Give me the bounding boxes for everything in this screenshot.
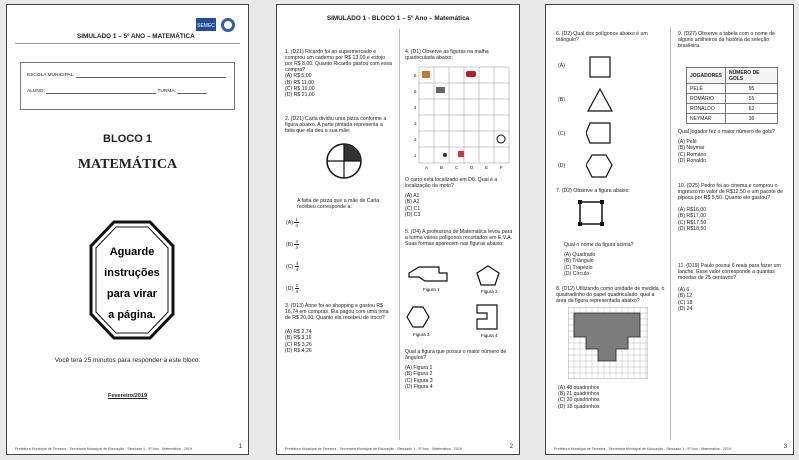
grid-figure [405, 63, 513, 171]
toy-icon [458, 151, 464, 157]
grid-row-label: 5 [414, 89, 417, 94]
option[interactable]: (D) R$ 21,00 [285, 91, 315, 98]
grid-col-label: E [485, 165, 489, 170]
grid-col-label: F [500, 165, 503, 170]
question-3-options [285, 329, 393, 354]
question-11-options [678, 287, 788, 312]
polygons-figure [405, 263, 517, 347]
option[interactable]: (A) 6 [678, 287, 690, 294]
question-2-text: 2. (D21) Carla dividiu uma pizza conforme a figura abaixo. A parte pintada representa a fatia que ela deu a sua mãe: [285, 116, 387, 135]
grid-row-label: 4 [414, 105, 417, 110]
option[interactable]: (D) Ronaldo [678, 157, 706, 164]
page-1-cover [6, 4, 249, 455]
goals-table [686, 67, 778, 124]
cover-header [15, 14, 240, 44]
question-3-text: 3. (D13) Anne foi ao shopping e gastou R$ 16,74 em compras. Ela pagou com uma nota de R$ 20,00. Quanto ela recebeu de troco? [285, 303, 389, 322]
option[interactable]: (B) 21 quadrinhos [558, 391, 600, 398]
question-5-prompt: Qual a figura que possui o maior número de ângulos? [405, 349, 507, 362]
student-info-box [20, 62, 235, 110]
question-7-text: 7. (D2) Observe a figura abaixo: [556, 188, 630, 194]
question-1-text: 1. (D21) Ricardo foi ao supermercado e comprou um caderno por R$ 13,00 e estojo por R$ 8,00. Quanto Ricardo gastou com essa compra? [285, 49, 392, 74]
area-grid-figure [568, 307, 648, 379]
semec-logo [196, 16, 236, 40]
option[interactable]: (A) [558, 63, 565, 69]
column-divider [670, 27, 671, 440]
sign-line-4: a página. [108, 309, 156, 321]
goals-table-wrapper [686, 67, 778, 124]
table-cell: ROMÁRIO [687, 94, 726, 104]
question-9-prompt: Qual jogador fez o maior número de gols? [678, 129, 775, 135]
figure-3-shape [407, 307, 429, 327]
grid-col-label: C [455, 165, 459, 170]
question-9-text: 9. (D27) Observe a tabela com o nome de alguns artilheiros da história da seleção brasileira. [678, 31, 775, 50]
triangle-shape [588, 89, 612, 111]
school-field[interactable] [27, 73, 226, 78]
page-3 [545, 4, 794, 455]
table-row [687, 84, 778, 94]
question-9-bottom [678, 129, 788, 164]
option[interactable]: (B) [558, 97, 565, 103]
option[interactable]: (C) [558, 131, 566, 137]
question-4-bottom [405, 177, 513, 218]
page-2 [276, 4, 520, 455]
question-8-text: 8. (D12) Utilizando como unidade de medida, o quadradinho do papel quadriculado, qual a área da figura representada abaixo? [556, 286, 665, 305]
question-10-options [678, 207, 788, 232]
option[interactable]: (B) A2 [405, 199, 420, 206]
table-cell: 62 [725, 104, 777, 114]
page-footer: Prefeitura Municipal de Teresina - Secretaria Municipal de Educação - Simulado 1 - 5º Ano - Matemática - 2019 [15, 447, 192, 451]
grid-row-label: 1 [414, 153, 417, 158]
figure-1-label: Figura 1 [423, 287, 440, 292]
option[interactable]: (C) R$ 19,00 [285, 85, 315, 92]
question-5-options [405, 365, 513, 390]
question-6 [556, 31, 664, 43]
truck-icon [436, 87, 445, 93]
page-number: 1 [238, 444, 242, 450]
option[interactable]: (C) 20 quadrinhos [558, 397, 600, 404]
question-5-bottom [405, 349, 513, 390]
option[interactable]: (D) C3 [405, 211, 421, 218]
option[interactable]: (A) R$16,00 [678, 207, 706, 214]
option[interactable]: (C) Figura 3 [405, 377, 433, 384]
question-8-options [558, 385, 658, 410]
table-cell: RONALDO [687, 104, 726, 114]
table-cell: 36 [725, 114, 777, 124]
option[interactable]: (D) Círculo [564, 270, 590, 277]
pentagon-shape [586, 123, 610, 143]
logo-text: SEMEC [197, 23, 215, 29]
option[interactable]: (A) R$ 2,74 [285, 329, 312, 336]
option[interactable]: (C) Trapézio [564, 264, 593, 271]
question-3 [285, 303, 393, 354]
question-10 [678, 183, 788, 232]
option[interactable]: (C) R$17,50 [678, 219, 707, 226]
question-4-text: 4. (D1) Observe as figuras na malha quadriculada abaixo: [405, 49, 489, 62]
option[interactable]: (A) A1 [405, 193, 420, 200]
option[interactable]: (B) Neymar [678, 145, 705, 152]
ball-icon [497, 135, 505, 143]
option[interactable]: (B) R$ 11,00 [285, 79, 315, 86]
option[interactable]: (D) [558, 163, 566, 169]
table-header: JOGADORES [687, 68, 726, 84]
option[interactable]: $(A) \frac{1}{4}$ [286, 217, 298, 228]
question-7 [556, 188, 664, 194]
wait-sign [89, 220, 175, 340]
figure-4-label: Figura 4 [481, 333, 498, 338]
moto-icon [443, 153, 447, 157]
table-cell: 55 [725, 94, 777, 104]
figure-2-label: Figura 2 [481, 289, 498, 294]
question-8 [556, 286, 666, 304]
question-6-text: 6. (D2) Qual dos polígonos abaixo é um triângulo? [556, 31, 648, 44]
grid-row-label: 2 [414, 137, 417, 142]
option[interactable]: (C) Romário [678, 151, 707, 158]
question-7-bottom [564, 242, 664, 277]
table-row [687, 94, 778, 104]
question-11-text: 11. (D19) Paulo possui 6 reais para fazer um lanche. Esse valor corresponde a quantas moedas de 25 centavos? [678, 263, 781, 282]
option[interactable]: (D) Figura 4 [405, 383, 433, 390]
option[interactable]: $(D) \frac{2}{4}$ [286, 283, 299, 294]
option[interactable]: (B) Figura 2 [405, 371, 433, 378]
option[interactable]: (C) 18 [678, 299, 693, 306]
sign-line-2: instruções [104, 267, 160, 279]
question-2 [285, 116, 393, 134]
question-9 [678, 31, 788, 49]
sign-line-3: para virar [106, 288, 158, 300]
page-number: 3 [783, 444, 787, 450]
option[interactable]: (A) R$ 5,00 [285, 73, 312, 80]
option[interactable]: (A) Pelé [678, 139, 697, 146]
exam-date: Fevereiro/2019 [107, 393, 148, 399]
square-figure [576, 198, 606, 228]
grid-col-label: A [425, 165, 429, 170]
question-5-text: 5. (D4) A professora de Matemática levou para a turma vários polígonos recortados em E.V.A. Suas formas aparecem nas figuras abaixo: [405, 229, 513, 248]
figure-4-shape [477, 305, 497, 329]
sign-line-1: Aguarde [109, 246, 155, 258]
option[interactable]: (B) Triângulo [564, 258, 594, 265]
option[interactable]: (A) Figura 1 [405, 365, 433, 372]
table-header-row [687, 68, 778, 84]
grid-col-label: D [470, 165, 474, 170]
question-7-options [564, 252, 664, 277]
page-footer: Prefeitura Municipal de Teresina - Secretaria Municipal de Educação - Simulado 1 - 5º Ano - Matemática - 2019 [554, 447, 731, 451]
table-cell: PELÉ [687, 84, 726, 94]
student-label: ALUNO: [27, 89, 45, 94]
car-icon [466, 71, 476, 77]
hexagon-shape [586, 155, 612, 177]
option[interactable]: $(C) \frac{4}{4}$ [286, 261, 299, 272]
table-header: NÚMERO DE GOLS [725, 68, 777, 84]
option[interactable]: (A) Quadrado [564, 252, 596, 259]
table-row [687, 104, 778, 114]
house-icon [422, 71, 430, 78]
option[interactable]: (D) 18 quadrinhos [558, 403, 600, 410]
question-4 [405, 49, 513, 61]
page-2-header: SIMULADO 1 - BLOCO 1 – 5º Ano – Matemática [326, 15, 470, 22]
figure-1-shape [409, 267, 447, 281]
page-number: 2 [509, 444, 513, 450]
grid-row-label: 3 [414, 121, 417, 126]
option[interactable]: $(B) \frac{3}{4}$ [286, 239, 298, 250]
subject-title: MATEMÁTICA [77, 157, 178, 172]
column-divider [399, 29, 400, 440]
question-11 [678, 263, 788, 312]
square-shape [590, 57, 610, 77]
figure-2-shape [477, 266, 499, 285]
question-2-prompt: A fatia de pizza que a mãe de Carla recebeu corresponde a: [297, 198, 380, 211]
pizza-figure [325, 142, 363, 180]
question-4-options [405, 193, 513, 218]
question-9-options [678, 139, 788, 164]
question-4-prompt: O carro está localizado em D6. Qual é a localização da moto? [405, 177, 498, 190]
option[interactable]: (D) 24 [678, 305, 693, 312]
school-label: ESCOLA MUNICIPAL: [27, 73, 75, 78]
cover-header-title: SIMULADO 1 – 5º ANO – MATEMÁTICA [77, 33, 195, 40]
question-1-options [285, 73, 393, 98]
grid-row-label: 6 [414, 73, 417, 78]
option[interactable]: (B) R$ 3,16 [285, 335, 312, 342]
option[interactable]: (A) 48 quadrinhos [558, 385, 600, 391]
student-field[interactable] [27, 89, 207, 94]
table-cell: NEYMAR [687, 114, 726, 124]
option[interactable]: (D) R$ 4,26 [285, 347, 312, 354]
option[interactable]: (C) C1 [405, 205, 421, 212]
figure-3-label: Figura 3 [413, 332, 430, 337]
question-1 [285, 49, 393, 98]
question-5 [405, 229, 513, 247]
question-7-prompt: Qual o nome da figura acima? [564, 242, 634, 248]
class-label: TURMA: [157, 89, 176, 94]
option[interactable]: (D) R$18,50 [678, 225, 707, 232]
option[interactable]: (B) R$17,00 [678, 213, 706, 220]
question-10-text: 10. (D25) Pedro foi ao cinema e comprou o ingresso no valor de R$12,50 e um pacote de pipoca por R$ 5,50. Quanto ele gastou? [678, 183, 783, 202]
time-notice: Você terá 25 minutos para responder a este bloco. [54, 357, 201, 364]
table-row [687, 114, 778, 124]
grid-col-label: B [440, 165, 444, 170]
polygon-options-figure [586, 55, 616, 183]
option[interactable]: (C) R$ 3,26 [285, 341, 312, 348]
block-title: BLOCO 1 [103, 133, 152, 145]
table-cell: 95 [725, 84, 777, 94]
question-2-options [286, 217, 326, 305]
page-footer: Prefeitura Municipal de Teresina - Secretaria Municipal de Educação - Simulado 1 - 5º Ano - Matemática - 2019 [285, 447, 462, 451]
option[interactable]: (B) 12 [678, 293, 693, 300]
